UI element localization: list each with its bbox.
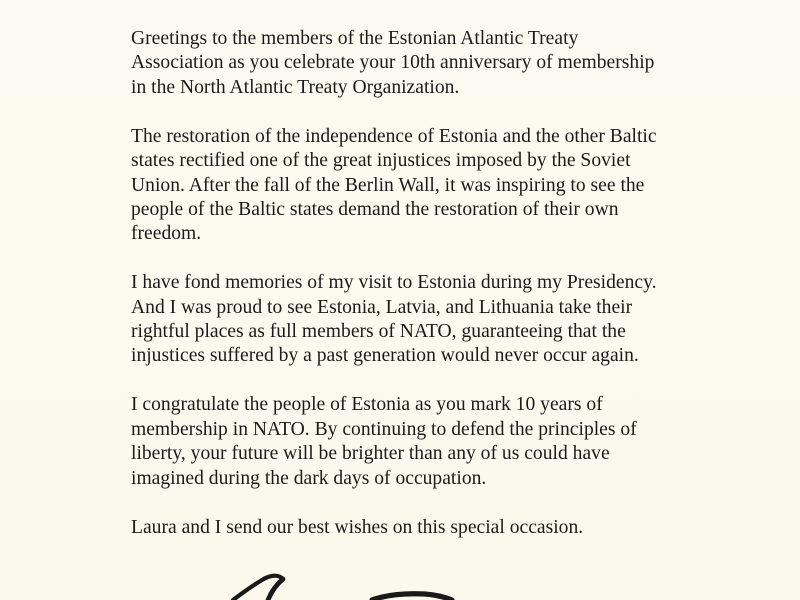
text-line: in the North Atlantic Treaty Organization. bbox=[131, 76, 460, 98]
text-line: Laura and I send our best wishes on this special occasion. bbox=[131, 516, 584, 538]
text-line: people of the Baltic states demand the restoration of their own bbox=[131, 198, 619, 220]
text-line: imagined during the dark days of occupation. bbox=[131, 467, 487, 489]
text-line: Association as you celebrate your 10th anniversary of membership bbox=[131, 52, 655, 74]
text-line: And I was proud to see Estonia, Latvia, and Lithuania take their bbox=[131, 296, 633, 318]
letter-body bbox=[131, 27, 731, 564]
text-line: The restoration of the independence of Estonia and the other Baltic bbox=[131, 125, 657, 147]
text-line: freedom. bbox=[131, 223, 202, 245]
signature-icon bbox=[0, 560, 800, 600]
paragraph-restoration bbox=[131, 125, 731, 247]
text-line: I have fond memories of my visit to Estonia during my Presidency. bbox=[131, 272, 657, 294]
text-line: rightful places as full members of NATO, guaranteeing that the bbox=[131, 321, 626, 343]
paragraph-memories bbox=[131, 271, 731, 369]
text-line: states rectified one of the great injustices imposed by the Soviet bbox=[131, 150, 631, 172]
paragraph-greeting bbox=[131, 27, 731, 100]
paragraph-congratulations bbox=[131, 393, 731, 491]
text-line: Union. After the fall of the Berlin Wall, it was inspiring to see the bbox=[131, 174, 645, 196]
text-line: I congratulate the people of Estonia as you mark 10 years of bbox=[131, 394, 603, 416]
text-line: injustices suffered by a past generation would never occur again. bbox=[131, 345, 639, 367]
text-line: membership in NATO. By continuing to defend the principles of bbox=[131, 418, 637, 440]
text-line: Greetings to the members of the Estonian Atlantic Treaty bbox=[131, 28, 579, 49]
paragraph-closing bbox=[131, 516, 731, 540]
text-line: liberty, your future will be brighter than any of us could have bbox=[131, 443, 610, 465]
